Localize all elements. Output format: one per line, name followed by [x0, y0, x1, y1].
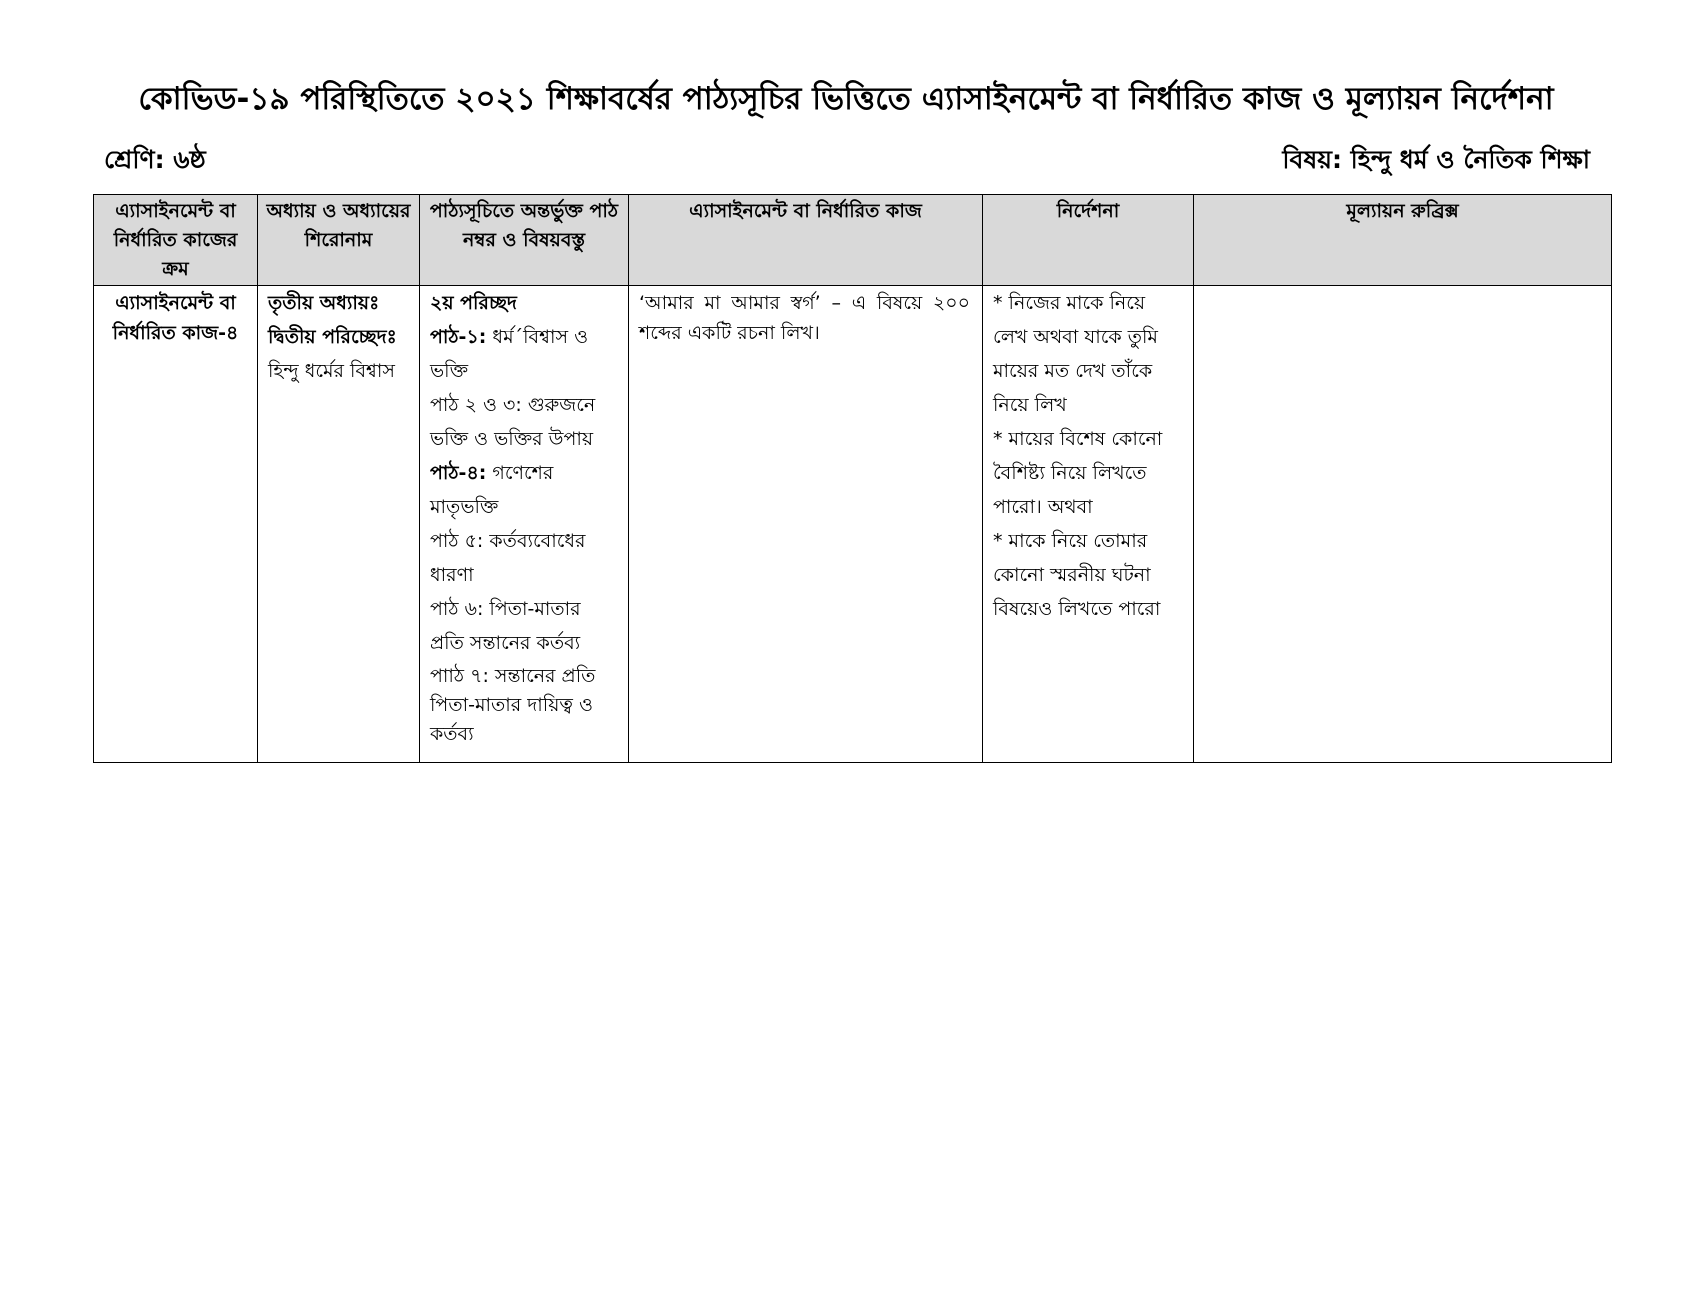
section-name: দ্বিতীয় পরিচ্ছেদঃ [268, 326, 397, 348]
lesson-item [430, 388, 618, 456]
instructions-cell [983, 286, 1194, 763]
lesson-text: গুরুজনে ভক্তি ও ভক্তির উপায় [430, 394, 596, 450]
lessons-cell [420, 286, 629, 763]
lesson-label: পাঠ ৬: [430, 598, 484, 620]
chapter-name: তৃতীয় অধ্যায়ঃ [268, 292, 380, 314]
instruction-item: * মায়ের বিশেষ কোনো বৈশিষ্ট্য নিয়ে লিখতে পারো। অথবা [993, 428, 1163, 518]
evaluation-rubric-cell [1194, 286, 1612, 763]
lesson-item [430, 660, 618, 749]
instruction-item: * মাকে নিয়ে তোমার কোনো স্মরনীয় ঘটনা বিষয়েও লিখতে পারো [993, 530, 1161, 620]
lesson-item [430, 592, 618, 660]
lesson-item [430, 524, 618, 592]
lesson-text: গণেশের মাতৃভক্তি [430, 462, 554, 518]
header-instructions: নির্দেশনা [983, 195, 1194, 286]
header-chapter-title: অধ্যায় ও অধ্যায়ের শিরোনাম [258, 195, 420, 286]
chapter-title: হিন্দু ধর্মের বিশ্বাস [268, 360, 395, 382]
header-evaluation-rubric: মূল্যায়ন রুব্রিক্স [1194, 195, 1612, 286]
document-title: কোভিড-১৯ পরিস্থিতিতে ২০২১ শিক্ষাবর্ষের পাঠ্যসূচির ভিত্তিতে এ্যাসাইনমেন্ট বা নির্ধারিত কাজ ও মূল্যায়ন নির্দেশনা [138, 81, 1554, 117]
header-assignment-task: এ্যাসাইনমেন্ট বা নির্ধারিত কাজ [629, 195, 983, 286]
lesson-label: পাাঠ ৭: [430, 665, 489, 687]
lesson-item [430, 320, 618, 388]
header-lesson-content: পাঠ্যসূচিতে অন্তর্ভুক্ত পাঠ নম্বর ও বিষয়বস্তু [420, 195, 629, 286]
assignment-task-cell: ‘আমার মা আমার স্বর্গ’ – এ বিষয়ে ২০০ শব্দের একটি রচনা লিখ। [629, 286, 983, 763]
lesson-text: ধর্ম´বিশ্বাস ও ভক্তি [430, 326, 589, 382]
lessons-heading: ২য় পরিচ্ছদ [430, 292, 517, 314]
chapter-cell [258, 286, 420, 763]
table-row [94, 286, 1612, 763]
lesson-label: পাঠ ৫: [430, 530, 484, 552]
lesson-text: পিতা-মাতার প্রতি সন্তানের কর্তব্য [430, 598, 581, 654]
assignment-number-cell: এ্যাসাইনমেন্ট বা নির্ধারিত কাজ-৪ [94, 286, 258, 763]
header-assignment-order: এ্যাসাইনমেন্ট বা নির্ধারিত কাজের ক্রম [94, 195, 258, 286]
lesson-label: পাঠ-৪: [430, 462, 487, 484]
lesson-label: পাঠ-১: [430, 326, 487, 348]
lesson-text: কর্তব্যবোধের ধারণা [430, 530, 586, 586]
instruction-item: * নিজের মাকে নিয়ে লেখ অথবা যাকে তুমি মায়ের মত দেখ তাঁকে নিয়ে লিখ [993, 292, 1158, 416]
class-label: শ্রেণি: ৬ষ্ঠ [104, 145, 206, 174]
lesson-text: সন্তানের প্রতি পিতা-মাতার দায়িত্ব ও কর্তব্য [430, 665, 596, 745]
lesson-item [430, 456, 618, 524]
lesson-label: পাঠ ২ ও ৩: [430, 394, 522, 416]
table-header-row [94, 195, 1612, 286]
assignment-table [93, 194, 1612, 763]
subject-label: বিষয়: হিন্দু ধর্ম ও নৈতিক শিক্ষা [1282, 145, 1590, 174]
